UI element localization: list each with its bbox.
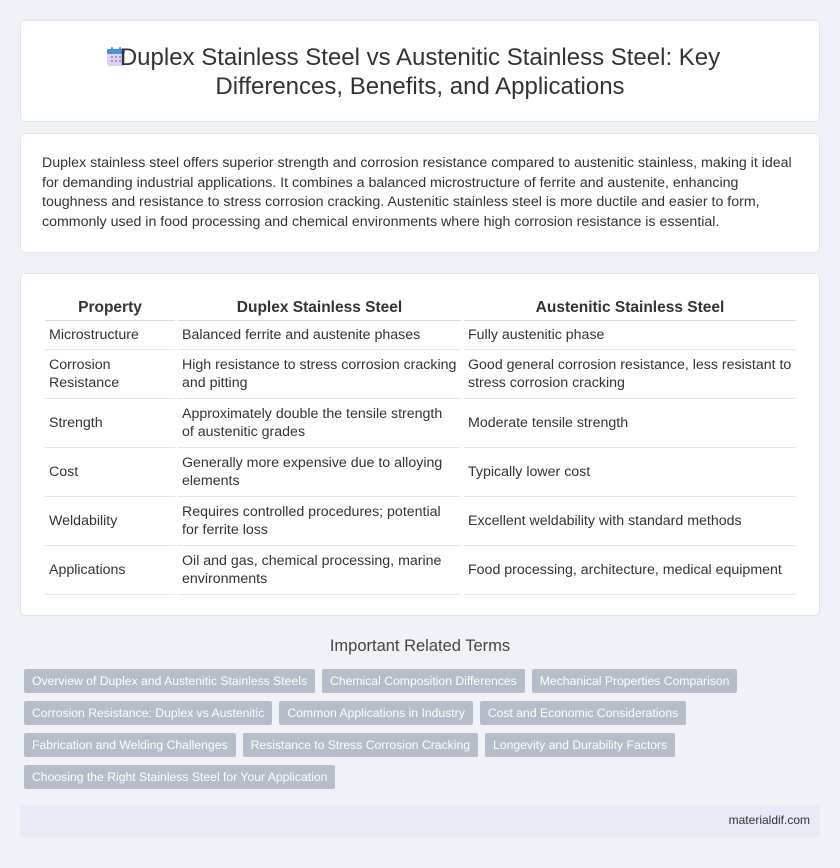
table-cell-austenitic: Fully austenitic phase bbox=[464, 321, 796, 350]
table-row bbox=[45, 350, 796, 399]
related-term-tag[interactable]: Overview of Duplex and Austenitic Stainless Steels bbox=[24, 669, 315, 693]
comparison-table-card bbox=[20, 273, 820, 616]
table-row bbox=[45, 546, 796, 595]
table-cell-property: Strength bbox=[45, 399, 175, 448]
table-header-austenitic: Austenitic Stainless Steel bbox=[464, 294, 796, 321]
intro-text: Duplex stainless steel offers superior strength and corrosion resistance compared to austenitic stainless, making it ideal for demanding industrial applications. It combines a balanced microstructure of ferrite and austenite, enhancing toughness and resistance to stress corrosion cracking. Austenitic stainless steel is more ductile and easier to form, commonly used in food processing and chemical environments where high corrosion resistance is essential. bbox=[42, 155, 792, 230]
table-header-row bbox=[45, 294, 796, 321]
table-cell-property: Weldability bbox=[45, 497, 175, 546]
related-term-tag[interactable]: Resistance to Stress Corrosion Cracking bbox=[243, 733, 478, 757]
table-header-property: Property bbox=[45, 294, 175, 321]
page-title: Duplex Stainless Steel vs Austenitic Stainless Steel: Key Differences, Benefits, and Applications bbox=[119, 44, 721, 100]
table-cell-austenitic: Food processing, architecture, medical equipment bbox=[464, 546, 796, 595]
related-term-tag[interactable]: Fabrication and Welding Challenges bbox=[24, 733, 236, 757]
intro-card bbox=[20, 133, 820, 253]
related-term-tag[interactable]: Choosing the Right Stainless Steel for Your Application bbox=[24, 765, 335, 789]
table-cell-austenitic: Typically lower cost bbox=[464, 448, 796, 497]
table-cell-duplex: Approximately double the tensile strength of austenitic grades bbox=[178, 399, 461, 448]
table-cell-property: Corrosion Resistance bbox=[45, 350, 175, 399]
related-term-tag[interactable]: Corrosion Resistance: Duplex vs Austenitic bbox=[24, 701, 272, 725]
table-cell-property: Applications bbox=[45, 546, 175, 595]
table-header-duplex: Duplex Stainless Steel bbox=[178, 294, 461, 321]
comparison-table bbox=[42, 294, 799, 595]
header-card bbox=[20, 20, 820, 122]
table-cell-duplex: Requires controlled procedures; potential for ferrite loss bbox=[178, 497, 461, 546]
related-term-tag[interactable]: Longevity and Durability Factors bbox=[485, 733, 675, 757]
table-row bbox=[45, 399, 796, 448]
related-terms-title: Important Related Terms bbox=[329, 637, 511, 655]
related-term-tag[interactable]: Mechanical Properties Comparison bbox=[532, 669, 738, 693]
table-cell-property: Cost bbox=[45, 448, 175, 497]
related-term-tag[interactable]: Chemical Composition Differences bbox=[322, 669, 525, 693]
table-cell-austenitic: Moderate tensile strength bbox=[464, 399, 796, 448]
footer bbox=[20, 805, 820, 837]
table-row bbox=[45, 321, 796, 350]
table-cell-property: Microstructure bbox=[45, 321, 175, 350]
table-cell-duplex: High resistance to stress corrosion cracking and pitting bbox=[178, 350, 461, 399]
related-terms-list bbox=[24, 669, 824, 797]
table-row bbox=[45, 497, 796, 546]
table-cell-duplex: Oil and gas, chemical processing, marine environments bbox=[178, 546, 461, 595]
related-term-tag[interactable]: Cost and Economic Considerations bbox=[480, 701, 686, 725]
table-cell-austenitic: Good general corrosion resistance, less resistant to stress corrosion cracking bbox=[464, 350, 796, 399]
table-cell-duplex: Balanced ferrite and austenite phases bbox=[178, 321, 461, 350]
footer-site-link[interactable]: materialdif.com bbox=[728, 813, 810, 827]
table-cell-austenitic: Excellent weldability with standard methods bbox=[464, 497, 796, 546]
related-term-tag[interactable]: Common Applications in Industry bbox=[279, 701, 472, 725]
table-row bbox=[45, 448, 796, 497]
table-cell-duplex: Generally more expensive due to alloying elements bbox=[178, 448, 461, 497]
